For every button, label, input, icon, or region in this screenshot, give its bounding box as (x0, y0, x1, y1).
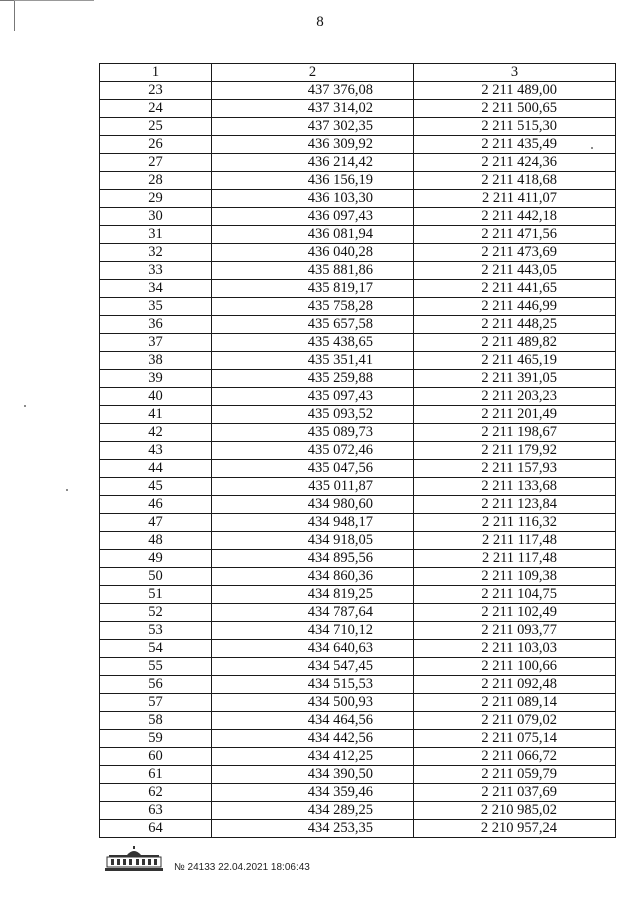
x-coordinate-cell: 434 980,60 (212, 496, 414, 514)
table-row (100, 370, 616, 388)
table-row (100, 622, 616, 640)
y-coordinate-cell: 2 211 443,05 (414, 262, 616, 280)
column-header-3: 3 (414, 64, 616, 82)
y-coordinate-cell: 2 211 201,49 (414, 406, 616, 424)
y-coordinate-cell: 2 211 100,66 (414, 658, 616, 676)
y-coordinate-cell: 2 211 123,84 (414, 496, 616, 514)
x-coordinate-cell: 436 214,42 (212, 154, 414, 172)
table-row (100, 154, 616, 172)
point-number-cell: 52 (100, 604, 212, 622)
point-number-cell: 24 (100, 100, 212, 118)
scan-corner-mark (0, 0, 15, 31)
x-coordinate-cell: 434 787,64 (212, 604, 414, 622)
table-header-row (100, 64, 616, 82)
page-number: 8 (316, 14, 324, 30)
table-row (100, 640, 616, 658)
table-row (100, 766, 616, 784)
y-coordinate-cell: 2 211 059,79 (414, 766, 616, 784)
point-number-cell: 44 (100, 460, 212, 478)
y-coordinate-cell: 2 211 075,14 (414, 730, 616, 748)
table-row (100, 82, 616, 100)
point-number-cell: 45 (100, 478, 212, 496)
y-coordinate-cell: 2 211 471,56 (414, 226, 616, 244)
table-row (100, 280, 616, 298)
y-coordinate-cell: 2 211 157,93 (414, 460, 616, 478)
table-row (100, 100, 616, 118)
y-coordinate-cell: 2 211 500,65 (414, 100, 616, 118)
x-coordinate-cell: 436 040,28 (212, 244, 414, 262)
y-coordinate-cell: 2 211 489,00 (414, 82, 616, 100)
table-row (100, 136, 616, 154)
point-number-cell: 61 (100, 766, 212, 784)
x-coordinate-cell: 436 156,19 (212, 172, 414, 190)
column-header-2: 2 (212, 64, 414, 82)
point-number-cell: 63 (100, 802, 212, 820)
x-coordinate-cell: 435 089,73 (212, 424, 414, 442)
table-row (100, 316, 616, 334)
x-coordinate-cell: 434 710,12 (212, 622, 414, 640)
y-coordinate-cell: 2 211 092,48 (414, 676, 616, 694)
point-number-cell: 46 (100, 496, 212, 514)
x-coordinate-cell: 434 860,36 (212, 568, 414, 586)
table-row (100, 532, 616, 550)
x-coordinate-cell: 435 259,88 (212, 370, 414, 388)
point-number-cell: 37 (100, 334, 212, 352)
y-coordinate-cell: 2 211 465,19 (414, 352, 616, 370)
y-coordinate-cell: 2 211 515,30 (414, 118, 616, 136)
x-coordinate-cell: 435 758,28 (212, 298, 414, 316)
table-row (100, 334, 616, 352)
x-coordinate-cell: 434 442,56 (212, 730, 414, 748)
x-coordinate-cell: 435 093,52 (212, 406, 414, 424)
table-row (100, 190, 616, 208)
x-coordinate-cell: 436 309,92 (212, 136, 414, 154)
y-coordinate-cell: 2 211 109,38 (414, 568, 616, 586)
x-coordinate-cell: 435 097,43 (212, 388, 414, 406)
table-row (100, 226, 616, 244)
scan-speck (66, 489, 68, 491)
x-coordinate-cell: 436 103,30 (212, 190, 414, 208)
table-row (100, 658, 616, 676)
y-coordinate-cell: 2 211 448,25 (414, 316, 616, 334)
column-header-1: 1 (100, 64, 212, 82)
coordinates-table (99, 63, 616, 838)
table-row (100, 118, 616, 136)
point-number-cell: 54 (100, 640, 212, 658)
table-row (100, 586, 616, 604)
table-row (100, 676, 616, 694)
point-number-cell: 62 (100, 784, 212, 802)
y-coordinate-cell: 2 211 117,48 (414, 532, 616, 550)
point-number-cell: 53 (100, 622, 212, 640)
y-coordinate-cell: 2 211 079,02 (414, 712, 616, 730)
point-number-cell: 39 (100, 370, 212, 388)
table-row (100, 694, 616, 712)
table-row (100, 208, 616, 226)
point-number-cell: 23 (100, 82, 212, 100)
x-coordinate-cell: 435 047,56 (212, 460, 414, 478)
point-number-cell: 55 (100, 658, 212, 676)
point-number-cell: 38 (100, 352, 212, 370)
table-row (100, 712, 616, 730)
table-row (100, 730, 616, 748)
x-coordinate-cell: 434 359,46 (212, 784, 414, 802)
x-coordinate-cell: 434 390,50 (212, 766, 414, 784)
table-row (100, 550, 616, 568)
registration-stamp-text: № 24133 22.04.2021 18:06:43 (174, 862, 310, 873)
point-number-cell: 50 (100, 568, 212, 586)
table-row (100, 262, 616, 280)
x-coordinate-cell: 435 438,65 (212, 334, 414, 352)
table-row (100, 388, 616, 406)
x-coordinate-cell: 435 011,87 (212, 478, 414, 496)
y-coordinate-cell: 2 211 198,67 (414, 424, 616, 442)
point-number-cell: 49 (100, 550, 212, 568)
y-coordinate-cell: 2 211 424,36 (414, 154, 616, 172)
y-coordinate-cell: 2 211 117,48 (414, 550, 616, 568)
x-coordinate-cell: 435 657,58 (212, 316, 414, 334)
table-row (100, 802, 616, 820)
point-number-cell: 40 (100, 388, 212, 406)
x-coordinate-cell: 434 895,56 (212, 550, 414, 568)
table-row (100, 604, 616, 622)
point-number-cell: 31 (100, 226, 212, 244)
point-number-cell: 35 (100, 298, 212, 316)
x-coordinate-cell: 437 302,35 (212, 118, 414, 136)
point-number-cell: 36 (100, 316, 212, 334)
point-number-cell: 48 (100, 532, 212, 550)
table-row (100, 496, 616, 514)
table-row (100, 514, 616, 532)
x-coordinate-cell: 434 640,63 (212, 640, 414, 658)
table-row (100, 406, 616, 424)
point-number-cell: 58 (100, 712, 212, 730)
x-coordinate-cell: 435 881,86 (212, 262, 414, 280)
y-coordinate-cell: 2 211 116,32 (414, 514, 616, 532)
point-number-cell: 32 (100, 244, 212, 262)
point-number-cell: 28 (100, 172, 212, 190)
y-coordinate-cell: 2 211 442,18 (414, 208, 616, 226)
x-coordinate-cell: 434 819,25 (212, 586, 414, 604)
scan-speck (591, 147, 593, 149)
point-number-cell: 30 (100, 208, 212, 226)
y-coordinate-cell: 2 211 066,72 (414, 748, 616, 766)
y-coordinate-cell: 2 211 104,75 (414, 586, 616, 604)
y-coordinate-cell: 2 211 037,69 (414, 784, 616, 802)
y-coordinate-cell: 2 211 473,69 (414, 244, 616, 262)
y-coordinate-cell: 2 211 391,05 (414, 370, 616, 388)
x-coordinate-cell: 434 253,35 (212, 820, 414, 838)
table-body (100, 82, 616, 838)
point-number-cell: 41 (100, 406, 212, 424)
point-number-cell: 59 (100, 730, 212, 748)
table-row (100, 244, 616, 262)
y-coordinate-cell: 2 210 957,24 (414, 820, 616, 838)
x-coordinate-cell: 436 097,43 (212, 208, 414, 226)
point-number-cell: 51 (100, 586, 212, 604)
table-row (100, 784, 616, 802)
y-coordinate-cell: 2 211 441,65 (414, 280, 616, 298)
point-number-cell: 33 (100, 262, 212, 280)
y-coordinate-cell: 2 211 133,68 (414, 478, 616, 496)
scan-speck (24, 405, 26, 407)
point-number-cell: 57 (100, 694, 212, 712)
point-number-cell: 56 (100, 676, 212, 694)
table-row (100, 748, 616, 766)
x-coordinate-cell: 434 289,25 (212, 802, 414, 820)
x-coordinate-cell: 434 918,05 (212, 532, 414, 550)
x-coordinate-cell: 434 412,25 (212, 748, 414, 766)
table-row (100, 442, 616, 460)
table-row (100, 172, 616, 190)
y-coordinate-cell: 2 210 985,02 (414, 802, 616, 820)
building-emblem-icon (103, 846, 165, 873)
table-row (100, 460, 616, 478)
point-number-cell: 47 (100, 514, 212, 532)
x-coordinate-cell: 435 351,41 (212, 352, 414, 370)
y-coordinate-cell: 2 211 446,99 (414, 298, 616, 316)
y-coordinate-cell: 2 211 489,82 (414, 334, 616, 352)
point-number-cell: 34 (100, 280, 212, 298)
y-coordinate-cell: 2 211 179,92 (414, 442, 616, 460)
table-row (100, 478, 616, 496)
table-row (100, 298, 616, 316)
point-number-cell: 60 (100, 748, 212, 766)
y-coordinate-cell: 2 211 093,77 (414, 622, 616, 640)
point-number-cell: 29 (100, 190, 212, 208)
table-row (100, 820, 616, 838)
scan-edge-line (14, 0, 94, 1)
x-coordinate-cell: 435 819,17 (212, 280, 414, 298)
y-coordinate-cell: 2 211 089,14 (414, 694, 616, 712)
x-coordinate-cell: 434 500,93 (212, 694, 414, 712)
x-coordinate-cell: 434 464,56 (212, 712, 414, 730)
table-row (100, 568, 616, 586)
x-coordinate-cell: 436 081,94 (212, 226, 414, 244)
y-coordinate-cell: 2 211 102,49 (414, 604, 616, 622)
x-coordinate-cell: 434 948,17 (212, 514, 414, 532)
y-coordinate-cell: 2 211 203,23 (414, 388, 616, 406)
x-coordinate-cell: 437 314,02 (212, 100, 414, 118)
point-number-cell: 43 (100, 442, 212, 460)
x-coordinate-cell: 434 547,45 (212, 658, 414, 676)
x-coordinate-cell: 437 376,08 (212, 82, 414, 100)
point-number-cell: 25 (100, 118, 212, 136)
y-coordinate-cell: 2 211 103,03 (414, 640, 616, 658)
y-coordinate-cell: 2 211 435,49 (414, 136, 616, 154)
point-number-cell: 27 (100, 154, 212, 172)
y-coordinate-cell: 2 211 418,68 (414, 172, 616, 190)
x-coordinate-cell: 435 072,46 (212, 442, 414, 460)
point-number-cell: 64 (100, 820, 212, 838)
table-row (100, 352, 616, 370)
y-coordinate-cell: 2 211 411,07 (414, 190, 616, 208)
point-number-cell: 26 (100, 136, 212, 154)
point-number-cell: 42 (100, 424, 212, 442)
x-coordinate-cell: 434 515,53 (212, 676, 414, 694)
table-row (100, 424, 616, 442)
